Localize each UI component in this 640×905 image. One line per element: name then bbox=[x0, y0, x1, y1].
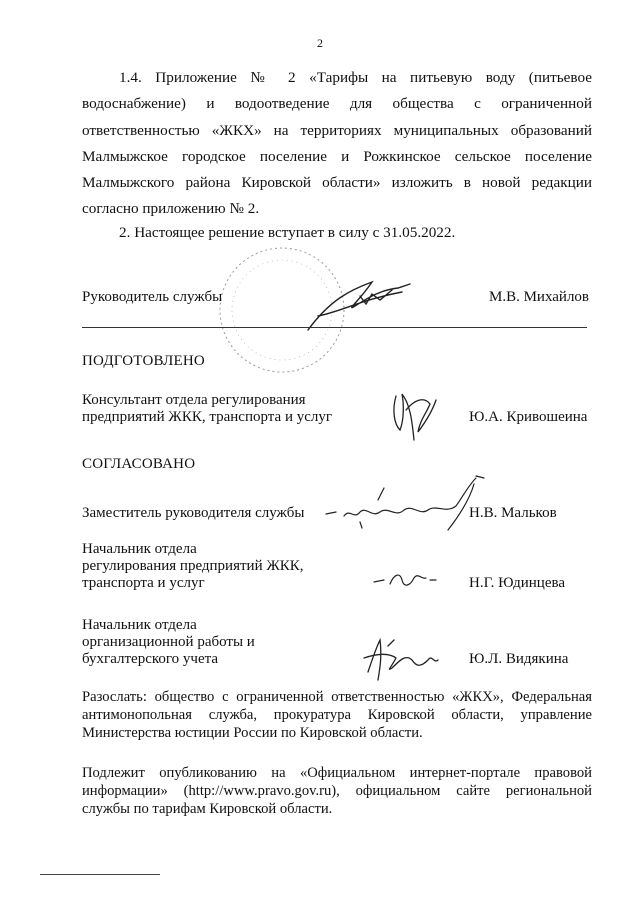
head-name: М.В. Михайлов bbox=[489, 289, 590, 305]
head-role: Руководитель службы bbox=[82, 289, 223, 305]
dept-head-1-name: Н.Г. Юдинцева bbox=[469, 575, 566, 591]
deputy-role: Заместитель руководителя службы bbox=[82, 505, 305, 521]
dept-head-2-role-line2: организационной работы и bbox=[82, 634, 255, 650]
dept-head-1-role-line3: транспорта и услуг bbox=[82, 575, 205, 591]
dept-head-1-role-line1: Начальник отдела bbox=[82, 541, 197, 557]
prepared-role-line1: Консультант отдела регулирования bbox=[82, 392, 306, 408]
distribution-list: Разослать: общество с ограниченной ответственностью «ЖКХ», Федеральная антимонопольная служба, прокуратура Кировской области, управление Министерства юстиции России по Кировской области. bbox=[82, 689, 592, 741]
prepared-role-line2: предприятий ЖКК, транспорта и услуг bbox=[82, 409, 333, 425]
footer-rule bbox=[40, 874, 160, 875]
agreed-title: СОГЛАСОВАНО bbox=[82, 456, 196, 472]
deputy-name: Н.В. Мальков bbox=[469, 505, 557, 521]
prepared-name: Ю.А. Кривошеина bbox=[469, 409, 588, 425]
paragraph-amendment: 1.4. Приложение № 2 «Тарифы на питьевую воду (питьевое водоснабжение) и водоотведение для общества с ограниченной ответственностью «ЖКХ» на территориях муниципальных образований Малмыжское городское поселение и Рожкинское сельское поселение Малмыжского района Кировской области» изложить в новой редакции согласно приложению № 2. bbox=[82, 69, 592, 218]
page-number: 2 bbox=[317, 36, 323, 50]
paragraph-effective-date: 2. Настоящее решение вступает в силу с 31.05.2022. bbox=[119, 224, 456, 241]
dept-head-1-role-line2: регулирования предприятий ЖКК, bbox=[82, 558, 304, 574]
dept-head-2-name: Ю.Л. Видякина bbox=[469, 651, 569, 667]
prepared-title: ПОДГОТОВЛЕНО bbox=[82, 353, 205, 369]
publication-note: Подлежит опубликованию на «Официальном интернет-портале правовой информации» (http://www.pravo.gov.ru), официальном сайте региональной службы по тарифам Кировской области. bbox=[82, 765, 592, 817]
dept-head-2-role-line1: Начальник отдела bbox=[82, 617, 197, 633]
dept-head-2-role-line3: бухгалтерского учета bbox=[82, 651, 219, 667]
